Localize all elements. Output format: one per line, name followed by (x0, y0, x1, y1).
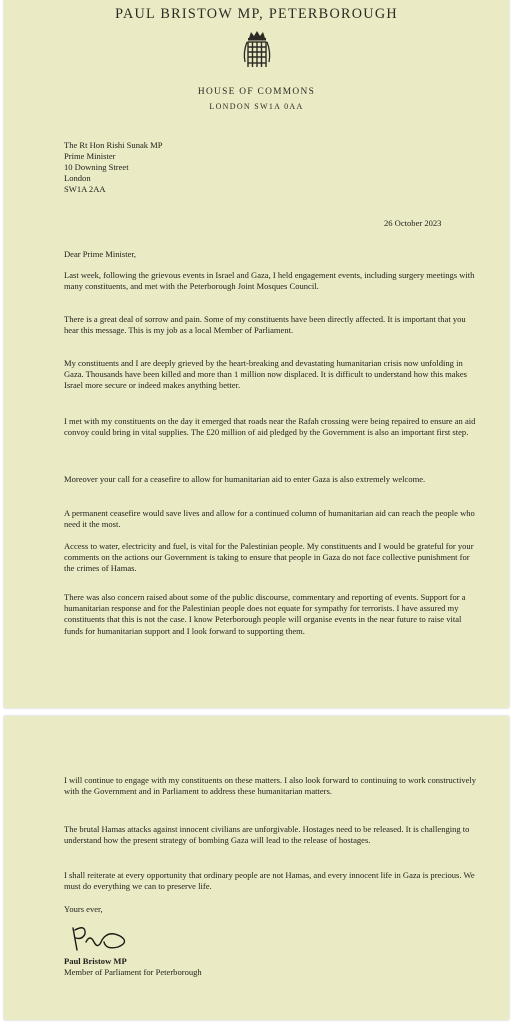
body-paragraph: Moreover your call for a ceasefire to allow for humanitarian aid to enter Gaza is also extremely welcome. (64, 474, 426, 484)
letterhead-address: LONDON SW1A 0AA (209, 102, 304, 111)
body-paragraph: There is a great deal of sorrow and pain. Some of my constituents have been directly affected. It is important that you hear this message. This is my job as a local Member of Parliament. (64, 314, 466, 336)
portcullis-crest-icon (240, 30, 274, 70)
signatory-name: Paul Bristow MP (64, 956, 127, 966)
body-paragraph: Access to water, electricity and fuel, is vital for the Palestinian people. My constituents and I would be grateful for your comments on the actions our Government is taking to ensure that people in Gaza do not face collective punishment for the crimes of Hamas. (64, 541, 474, 574)
signatory-title: Member of Parliament for Peterborough (64, 967, 202, 977)
recipient-line: 10 Downing Street (64, 162, 129, 172)
letter-date: 26 October 2023 (384, 218, 442, 228)
body-paragraph: There was also concern raised about some of the public discourse, commentary and reporting of events. Support for a humanitarian response and for the Palestinian people does not equate for sympathy for terrorists. I have assured my constituents that this is not the case. I know Peterborough people will organise events in the near future to raise vital funds for humanitarian support and I look forward to supporting them. (64, 592, 466, 636)
body-paragraph: I met with my constituents on the day it emerged that roads near the Rafah crossing were being repaired to ensure an aid convoy could bring in vital supplies. The £20 million of aid pledged by the Government is also an important first step. (64, 416, 476, 438)
body-paragraph: I shall reiterate at every opportunity that ordinary people are not Hamas, and every innocent life in Gaza is precious. We must do everything we can to preserve life. (64, 870, 475, 892)
recipient-line: Prime Minister (64, 151, 116, 161)
body-paragraph: I will continue to engage with my constituents on these matters. I also look forward to continuing to work constructively with the Government and in Parliament to address these humanitarian matters. (64, 775, 477, 797)
recipient-line: London (64, 173, 91, 183)
closing: Yours ever, (64, 904, 103, 914)
letterhead-house: HOUSE OF COMMONS (197, 87, 316, 97)
body-paragraph: A permanent ceasefire would save lives and allow for a continued column of humanitarian aid can reach the people who need it the most. (64, 508, 475, 530)
recipient-line: The Rt Hon Rishi Sunak MP (64, 140, 163, 150)
letter-page-2 (4, 716, 509, 1020)
body-paragraph: My constituents and I are deeply grieved by the heart-breaking and devastating humanitarian crisis now unfolding in Gaza. Thousands have been killed and more than 1 million now displaced. It is difficult to understand how this makes Israel more secure or indeed makes anything better. (64, 358, 467, 391)
body-paragraph: Last week, following the grievous events in Israel and Gaza, I held engagement events, including surgery meetings with many constituents, and met with the Peterborough Joint Mosques Council. (64, 270, 475, 292)
salutation: Dear Prime Minister, (64, 249, 137, 259)
letterhead-name: PAUL BRISTOW MP, PETERBOROUGH (115, 6, 398, 22)
recipient-line: SW1A 2AA (64, 184, 106, 194)
letter-page-1 (4, 0, 509, 708)
body-paragraph: The brutal Hamas attacks against innocent civilians are unforgivable. Hostages need to be released. It is challenging to understand how the present strategy of bombing Gaza will lead to the release of hostages. (64, 824, 470, 846)
handwritten-signature-icon (68, 920, 134, 954)
